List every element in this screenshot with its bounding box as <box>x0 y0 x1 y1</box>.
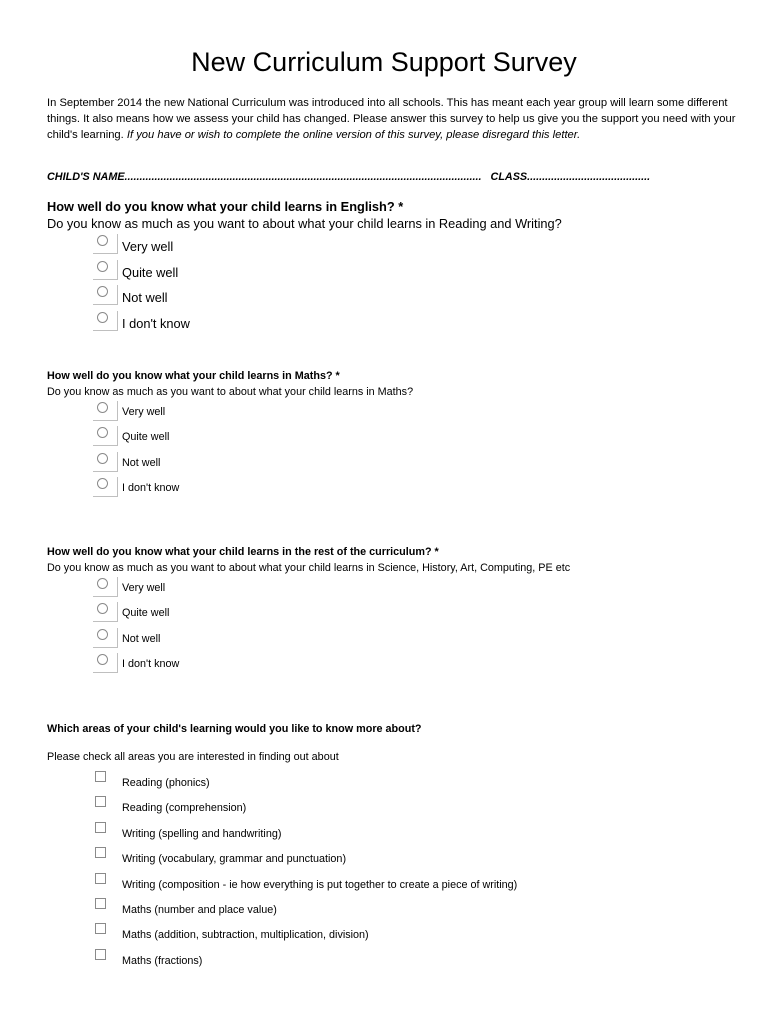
checkbox-option[interactable] <box>47 920 747 945</box>
radio-button[interactable] <box>93 452 118 472</box>
checkbox[interactable] <box>95 873 106 884</box>
radio-option[interactable] <box>47 627 747 652</box>
radio-button[interactable] <box>93 234 118 254</box>
radio-button[interactable] <box>93 653 118 673</box>
radio-circle-icon <box>97 261 108 272</box>
radio-group <box>47 400 747 501</box>
radio-circle-icon <box>97 603 108 614</box>
question-title: How well do you know what your child learns in Maths? * <box>47 370 340 382</box>
child-name-class-line <box>47 171 737 183</box>
radio-group <box>47 233 747 335</box>
radio-option[interactable] <box>47 233 747 259</box>
radio-option[interactable] <box>47 284 747 310</box>
checkbox[interactable] <box>95 771 106 782</box>
radio-circle-icon <box>97 654 108 665</box>
radio-circle-icon <box>97 629 108 640</box>
intro-paragraph <box>47 95 737 143</box>
option-label: I don't know <box>122 481 180 494</box>
checkbox-label: Maths (number and place value) <box>122 903 277 916</box>
areas-question-title: Which areas of your child's learning would you like to know more about? <box>47 723 422 735</box>
radio-circle-icon <box>97 427 108 438</box>
option-label: Quite well <box>122 607 170 620</box>
checkbox[interactable] <box>95 898 106 909</box>
checkbox-option[interactable] <box>47 946 747 971</box>
page-title: New Curriculum Support Survey <box>191 47 577 77</box>
radio-button[interactable] <box>93 577 118 597</box>
checkbox-option[interactable] <box>47 895 747 920</box>
radio-button[interactable] <box>93 260 118 280</box>
checkbox-label: Reading (phonics) <box>122 777 210 789</box>
radio-button[interactable] <box>93 628 118 648</box>
class-field[interactable]: CLASS......................................... <box>490 171 651 183</box>
option-label: Quite well <box>122 431 170 444</box>
radio-circle-icon <box>97 578 108 589</box>
radio-option[interactable] <box>47 400 747 425</box>
radio-button[interactable] <box>93 602 118 622</box>
checkbox-option[interactable] <box>47 870 747 895</box>
radio-button[interactable] <box>93 401 118 421</box>
radio-circle-icon <box>97 312 108 323</box>
radio-circle-icon <box>97 402 108 413</box>
radio-button[interactable] <box>93 477 118 497</box>
radio-option[interactable] <box>47 259 747 285</box>
question-description: Do you know as much as you want to about what your child learns in Maths? <box>47 386 414 398</box>
checkbox-label: Writing (vocabulary, grammar and punctuation) <box>122 853 347 866</box>
checkbox-label: Writing (composition - ie how everything is put together to create a piece of writing) <box>122 878 518 891</box>
question-rest-of-curriculum <box>47 544 747 677</box>
question-english <box>47 198 747 335</box>
checkbox[interactable] <box>95 949 106 960</box>
radio-option[interactable] <box>47 476 747 501</box>
option-label: I don't know <box>122 657 180 670</box>
question-description: Do you know as much as you want to about what your child learns in Science, History, Art, Computing, PE etc <box>47 562 571 574</box>
radio-option[interactable] <box>47 576 747 601</box>
radio-group <box>47 576 747 677</box>
radio-circle-icon <box>97 286 108 297</box>
checkbox-label: Maths (fractions) <box>122 954 203 967</box>
checkbox-option[interactable] <box>47 844 747 869</box>
radio-button[interactable] <box>93 311 118 331</box>
radio-circle-icon <box>97 235 108 246</box>
checkbox-option[interactable] <box>47 793 747 818</box>
option-label: Quite well <box>122 264 179 280</box>
areas-checklist <box>47 768 747 971</box>
checkbox-label: Reading (comprehension) <box>122 802 247 815</box>
option-label: Not well <box>122 632 161 645</box>
option-label: Not well <box>122 290 168 306</box>
checkbox[interactable] <box>95 847 106 858</box>
radio-circle-icon <box>97 453 108 464</box>
radio-button[interactable] <box>93 426 118 446</box>
checkbox[interactable] <box>95 796 106 807</box>
radio-option[interactable] <box>47 601 747 626</box>
checkbox-label: Maths (addition, subtraction, multiplication, division) <box>122 929 369 942</box>
radio-option[interactable] <box>47 425 747 450</box>
child-name-field[interactable]: CHILD'S NAME....................................................................................................................... <box>47 171 482 183</box>
radio-circle-icon <box>97 478 108 489</box>
option-label: I don't know <box>122 315 190 331</box>
radio-option[interactable] <box>47 652 747 677</box>
intro-text: In September 2014 the new National Curriculum was introduced into all schools. This has meant each year group will learn some different things. It also means how we assess your child has changed. Please answer this survey to help us give you the support you need with your child's learning. <box>47 97 736 141</box>
question-title: How well do you know what your child learns in English? * <box>47 199 404 214</box>
checkbox-label: Writing (spelling and handwriting) <box>122 827 282 840</box>
areas-question-description: Please check all areas you are interested in finding out about <box>47 751 339 763</box>
question-title: How well do you know what your child learns in the rest of the curriculum? * <box>47 546 439 558</box>
option-label: Very well <box>122 239 174 254</box>
checkbox[interactable] <box>95 822 106 833</box>
question-description: Do you know as much as you want to about what your child learns in Reading and Writing? <box>47 216 562 231</box>
radio-option[interactable] <box>47 310 747 336</box>
option-label: Not well <box>122 456 161 469</box>
checkbox-option[interactable] <box>47 768 747 793</box>
checkbox-option[interactable] <box>47 819 747 844</box>
option-label: Very well <box>122 406 166 418</box>
radio-option[interactable] <box>47 451 747 476</box>
question-maths <box>47 368 747 501</box>
intro-italic-note: If you have or wish to complete the online version of this survey, please disregard this letter. <box>126 129 581 141</box>
radio-button[interactable] <box>93 285 118 305</box>
checkbox[interactable] <box>95 923 106 934</box>
option-label: Very well <box>122 582 166 594</box>
